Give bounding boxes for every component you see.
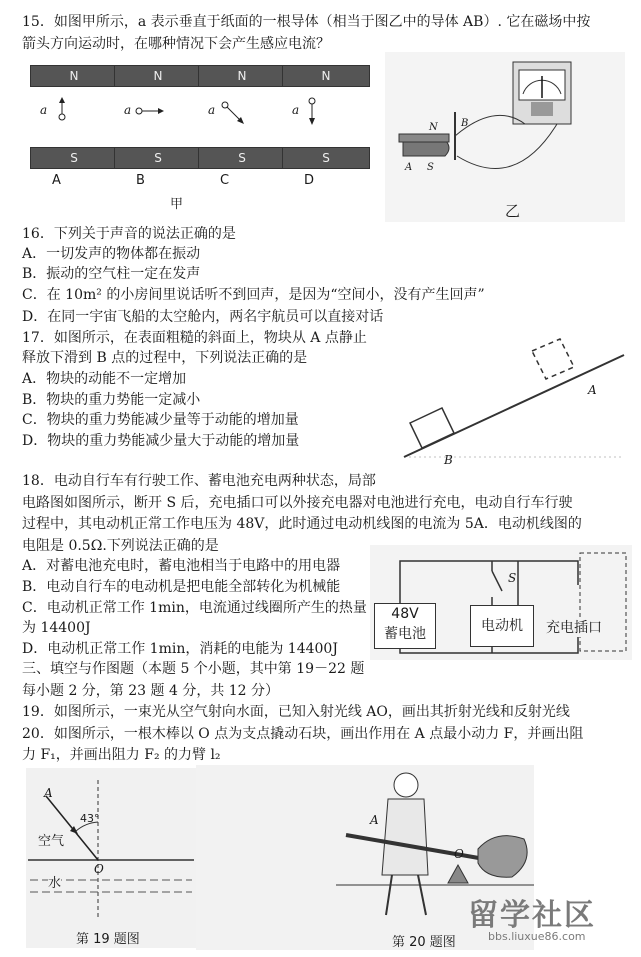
- q18-stem-line4: 电阻是 0.5Ω.下列说法正确的是: [22, 538, 219, 554]
- yi-label-a: A: [405, 162, 413, 173]
- q20-label-o: O: [454, 847, 464, 861]
- conductor-label-d: a: [292, 103, 300, 117]
- arrow-diagonal-icon: [220, 99, 250, 129]
- option-label-a: A: [52, 173, 61, 188]
- incline-label-a: A: [588, 383, 597, 397]
- option-label-c: C: [220, 173, 230, 188]
- magnet-s-c: S: [198, 147, 286, 169]
- q17-option-a: A．物块的动能不一定增加: [22, 371, 187, 387]
- option-label-b: B: [136, 173, 145, 188]
- q18-circuit-figure: [370, 545, 632, 660]
- conductor-label-b: a: [124, 103, 132, 117]
- q18-option-d: D．电动机正常工作 1min，消耗的电能为 14400J: [22, 641, 338, 657]
- q18-stem-line3: 过程中，其电动机正常工作电压为 48V，此时通过电动机线图的电流为 5A．电动机线图的: [22, 516, 582, 532]
- q18-option-c-line1: C．电动机正常工作 1min，电流通过线圈所产生的热量: [22, 600, 367, 616]
- q16-option-b: B．振动的空气柱一定在发声: [22, 266, 201, 282]
- magnet-n-a: N: [30, 65, 118, 87]
- q17-option-b: B．物块的重力势能一定减小: [22, 392, 201, 408]
- q18-stem-line1: 18．电动自行车有行驶工作、蓄电池充电两种状态，局部: [22, 473, 376, 489]
- incline-illustration: [398, 335, 628, 470]
- conductor-label-c: a: [208, 103, 216, 117]
- q16-option-a: A．一切发声的物体都在振动: [22, 246, 201, 262]
- arrow-right-icon: [134, 101, 170, 121]
- q17-option-d: D．物块的重力势能减少量大于动能的增加量: [22, 433, 300, 449]
- q19-label-o: O: [94, 862, 104, 876]
- q20-label-a: A: [370, 813, 379, 827]
- section3-heading-line2: 每小题 2 分，第 23 题 4 分，共 12 分）: [22, 683, 280, 699]
- q20-caption: 第 20 题图: [392, 935, 456, 950]
- watermark-url: bbs.liuxue86.com: [488, 930, 586, 943]
- conductor-label-a: a: [40, 103, 48, 117]
- motor-box: 电动机: [470, 605, 534, 647]
- figure-jia-label: 甲: [170, 197, 184, 212]
- yi-label-s: S: [427, 162, 434, 173]
- battery-label: 蓄电池: [384, 626, 426, 642]
- magnet-n-d: N: [282, 65, 370, 87]
- q15-stem-line2: 箭头方向运动时，在哪种情况下会产生感应电流？: [22, 36, 330, 52]
- yi-label-n: N: [429, 122, 438, 133]
- arrow-up-icon: [52, 95, 82, 129]
- magnet-n-c: N: [198, 65, 286, 87]
- q18-option-b: B．电动自行车的电动机是把电能全部转化为机械能: [22, 579, 341, 595]
- q17-stem-line1: 17．如图所示，在表面粗糙的斜面上，物块从 A 点静止: [22, 330, 367, 346]
- q18-stem-line2: 电路图如图所示，断开 S 后，充电插口可以外接充电器对电池进行充电，电动自行车行驶: [22, 495, 573, 511]
- q17-incline-figure: [398, 335, 628, 470]
- q20-stem-line1: 20．如图所示，一根木棒以 O 点为支点撬动石块，画出作用在 A 点最小动力 F，并画出阻: [22, 726, 584, 742]
- magnet-s-a: S: [30, 147, 118, 169]
- galvanometer-circuit-illustration: [385, 52, 625, 222]
- q19-water-label: 水: [48, 872, 61, 891]
- q16-option-c: C．在 10m² 的小房间里说话听不到回声，是因为“空间小，没有产生回声”: [22, 287, 485, 303]
- battery-voltage: 48V: [391, 606, 419, 622]
- q18-option-c-line2: 为 14400J: [22, 620, 91, 636]
- q19-caption: 第 19 题图: [76, 932, 140, 947]
- incline-label-b: B: [444, 453, 453, 467]
- section3-heading-line1: 三、填空与作图题（本题 5 个小题，其中第 19－22 题: [22, 661, 365, 677]
- q15-stem-line1: 15．如图甲所示，a 表示垂直于纸面的一根导体（相当于图乙中的导体 AB）. 它在磁场中按: [22, 14, 591, 30]
- q17-option-c: C．物块的重力势能减少量等于动能的增加量: [22, 412, 299, 428]
- watermark-brand: 留学社区: [468, 898, 596, 933]
- q20-stem-line2: 力 F₁，并画出阻力 F₂ 的力臂 l₂: [22, 747, 221, 763]
- q15-figure-yi: [385, 52, 625, 222]
- figure-yi-label: 乙: [505, 202, 521, 220]
- q16-option-d: D．在同一宇宙飞船的太空舱内，两名宇航员可以直接对话: [22, 309, 384, 325]
- q17-stem-line2: 释放下滑到 B 点的过程中，下列说法正确的是: [22, 350, 308, 366]
- option-label-d: D: [304, 173, 315, 188]
- magnet-n-b: N: [114, 65, 202, 87]
- q19-figure: [26, 768, 196, 948]
- q19-stem: 19．如图所示，一束光从空气射向水面，已知入射光线 AO，画出其折射光线和反射光线: [22, 704, 570, 720]
- battery-box: [374, 603, 436, 649]
- magnet-s-d: S: [282, 147, 370, 169]
- charging-port-label: 充电插口: [546, 617, 602, 637]
- switch-label: S: [508, 571, 517, 585]
- yi-label-b: B: [461, 118, 469, 129]
- arrow-down-icon: [304, 95, 324, 131]
- q19-angle-label: 43°: [80, 812, 100, 825]
- magnet-s-b: S: [114, 147, 202, 169]
- q19-air-label: 空气: [38, 834, 65, 849]
- q18-option-a: A．对蓄电池充电时，蓄电池相当于电路中的用电器: [22, 558, 341, 574]
- q15-figure-jia: [30, 65, 350, 210]
- q16-stem: 16．下列关于声音的说法正确的是: [22, 226, 236, 242]
- q19-label-a: A: [44, 786, 53, 800]
